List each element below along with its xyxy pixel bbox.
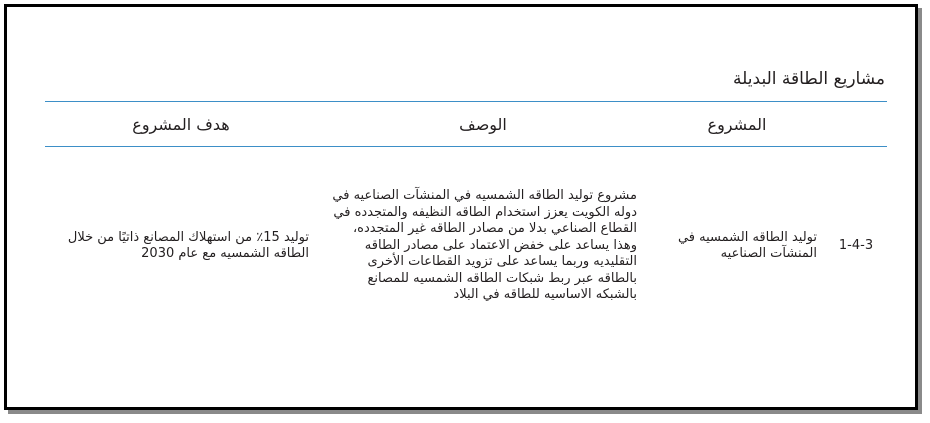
row-project: توليد الطاقه الشمسيه في المنشآت الصناعيه — [677, 229, 817, 261]
table-header-row — [45, 102, 887, 146]
document-section — [45, 61, 887, 345]
header-goal: هدف المشروع — [132, 114, 230, 134]
table-row — [45, 147, 887, 345]
header-description: الوصف — [459, 114, 507, 134]
row-goal: توليد 15٪ من استهلاك المصانع ذاتيًا من خلال الطاقه الشمسيه مع عام 2030 — [67, 229, 309, 261]
document-frame — [4, 4, 918, 410]
row-number: 1-4-3 — [838, 237, 874, 253]
row-description: مشروع توليد الطاقه الشمسيه في المنشآت الصناعيه في دوله الكويت يعزز استخدام الطاقه النظيفه والمتجدده في القطاع الصناعي بدلا من مصادر الطاقه غير المتجدده، وهذا يساعد على خفض الاعتماد على مصادر الطاقه التقليديه وربما يساعد على تزويد القطاعات الأخرى بالطاقه عبر ربط شبكات الطاقه الشمسيه للمصانع بالشبكه الاساسيه للطاقه في البلاد — [332, 188, 637, 303]
header-project: المشروع — [707, 114, 767, 134]
section-title: مشاريع الطاقة البديلة — [733, 69, 885, 89]
